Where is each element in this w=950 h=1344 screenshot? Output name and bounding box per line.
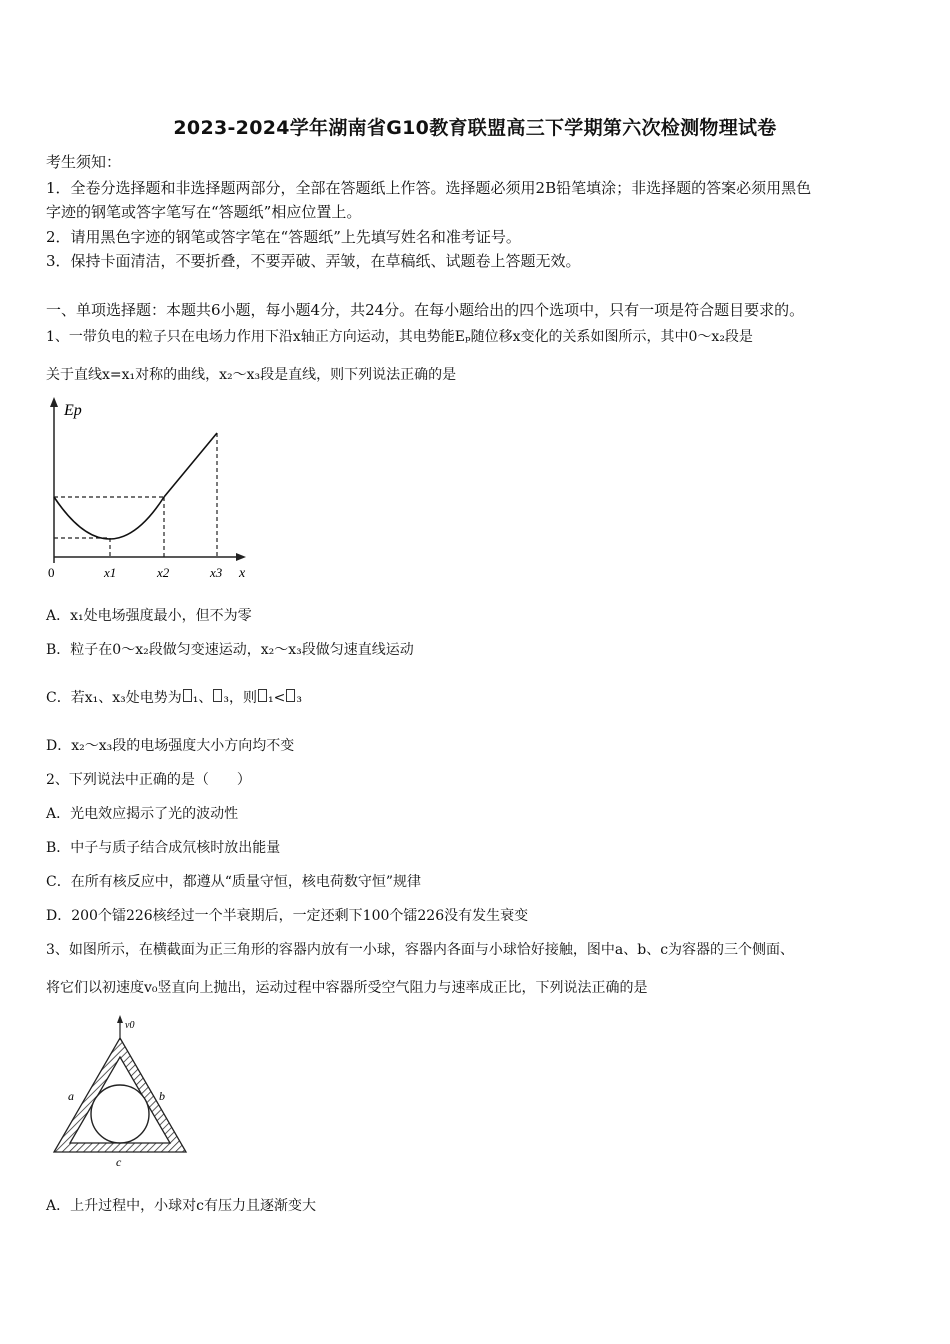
q1-stem-line-2: 关于直线x=x₁对称的曲线，x₂～x₃段是直线，则下列说法正确的是: [46, 367, 457, 383]
x-tick-label: x2: [157, 565, 170, 580]
page-title: 2023-2024学年湖南省G10教育联盟高三下学期第六次检测物理试卷: [173, 117, 777, 139]
q2-option-c: C．在所有核反应中，都遵从“质量守恒，核电荷数守恒”规律: [46, 874, 422, 890]
q1-option-c: [46, 688, 302, 708]
q1-stem-line-1: 1、一带负电的粒子只在电场力作用下沿x轴正方向运动，其电势能Eₚ随位移x变化的关系如图所示，其中0～x₂段是: [46, 329, 753, 345]
notice-item-1-line-1: 1．全卷分选择题和非选择题两部分，全部在答题纸上作答。选择题必须用2B铅笔填涂；非选择题的答案必须用黑色: [46, 179, 812, 197]
missing-glyph-box-icon: [183, 689, 192, 702]
x-axis-label: x: [239, 566, 246, 581]
q3-stem-line-1: 3、如图所示，在横截面为正三角形的容器内放有一小球，容器内各面与小球恰好接触，图中a、b、c为容器的三个侧面、: [46, 942, 795, 958]
q2-option-d: D．200个镭226核经过一个半衰期后，一定还剩下100个镭226没有发生衰变: [46, 908, 529, 924]
ep-curve-symmetric: [54, 497, 164, 539]
q1-option-b: B．粒子在0～x₂段做匀变速运动，x₂～x₃段做匀速直线运动: [46, 642, 414, 658]
q1-option-d: D．x₂～x₃段的电场强度大小方向均不变: [46, 738, 295, 754]
x-tick-label: x3: [210, 565, 223, 580]
notice-item-2: 2．请用黑色字迹的钢笔或答字笔在“答题纸”上先填写姓名和准考证号。: [46, 228, 521, 246]
q1-option-c-prefix: C．若x₁、x₃处电势为: [46, 690, 182, 706]
q3-triangle-figure: [46, 1012, 206, 1172]
missing-glyph-box-icon: [286, 689, 295, 702]
q2-option-b: B．中子与质子结合成氘核时放出能量: [46, 840, 281, 856]
x-tick-label: x1: [104, 565, 117, 580]
ball: [91, 1085, 149, 1143]
y-axis-label: Ep: [64, 402, 82, 419]
notice-item-3: 3．保持卡面清洁，不要折叠，不要弄破、弄皱，在草稿纸、试题卷上答题无效。: [46, 252, 581, 270]
origin-label: 0: [48, 565, 55, 580]
q3-option-a: A．上升过程中，小球对c有压力且逐渐变大: [46, 1198, 316, 1214]
side-b-label: b: [159, 1089, 165, 1103]
ep-line-segment: [164, 433, 217, 497]
y-axis-arrow-icon: [50, 397, 58, 407]
velocity-label: v0: [125, 1020, 135, 1031]
velocity-arrow-head-icon: [117, 1015, 123, 1023]
x-axis-arrow-icon: [236, 553, 246, 561]
q3-stem-line-2: 将它们以初速度v₀竖直向上抛出，运动过程中容器所受空气阻力与速率成正比，下列说法正确的是: [46, 980, 648, 996]
q1-option-c-end: ₃: [296, 690, 302, 706]
q1-option-c-lt: ₁<: [267, 690, 286, 706]
section-heading: 一、单项选择题：本题共6小题，每小题4分，共24分。在每小题给出的四个选项中，只有一项是符合题目要求的。: [46, 301, 805, 319]
side-c-label: c: [116, 1155, 122, 1169]
q1-option-c-mid: ₃，则: [223, 690, 257, 706]
missing-glyph-box-icon: [213, 689, 222, 702]
side-a-label: a: [68, 1089, 74, 1103]
q2-stem: 2、下列说法中正确的是（ ）: [46, 772, 251, 788]
q1-ep-graph: [40, 395, 260, 587]
notice-item-1-line-2: 字迹的钢笔或答字笔写在“答题纸”相应位置上。: [46, 203, 362, 221]
q1-option-c-sep: ₁、: [192, 690, 213, 706]
q1-option-a: A．x₁处电场强度最小，但不为零: [46, 608, 252, 624]
q2-option-a: A．光电效应揭示了光的波动性: [46, 806, 239, 822]
missing-glyph-box-icon: [258, 689, 267, 702]
notice-heading: 考生须知：: [46, 153, 122, 171]
